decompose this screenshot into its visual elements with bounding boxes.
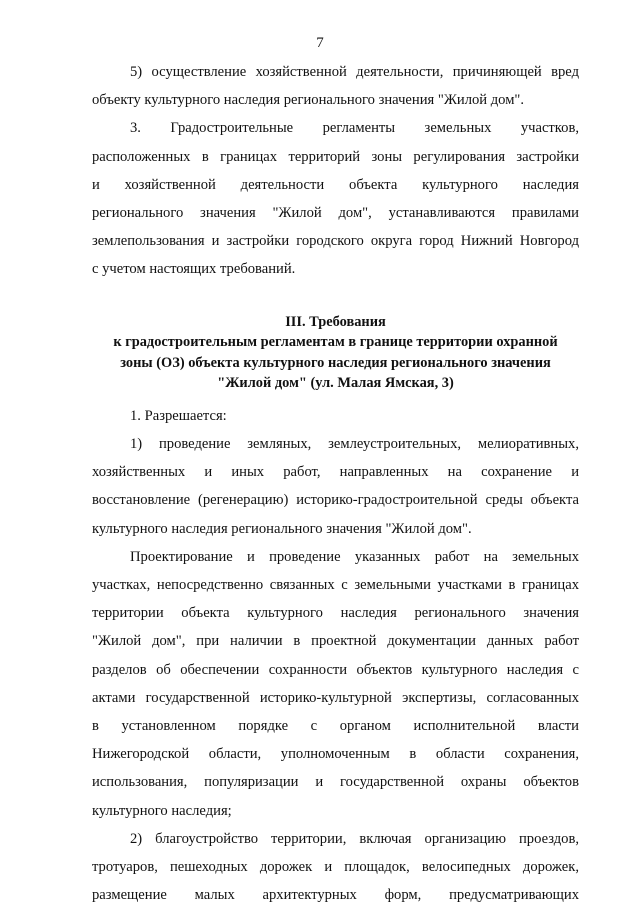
text-line: актами государственной историко-культурной экспертизы, согласованных [92, 689, 579, 706]
text-line: использования, популяризации и государственной охраны объектов [92, 774, 579, 791]
text-line: тротуаров, пешеходных дорожек и площадок, велосипедных дорожек, [92, 858, 579, 875]
paragraph-sec3-point1 [92, 402, 579, 430]
text-line: 1. Разрешается: [130, 407, 227, 424]
text-line: участках, непосредственно связанных с земельными участками в границах [92, 577, 579, 593]
paragraph-sec3-design [92, 543, 579, 825]
section-spacer [92, 284, 579, 312]
text-line: землепользования и застройки городского округа город Нижний Новгород [92, 233, 579, 250]
text-line: регионального значения "Жилой дом", устанавливаются правилами [92, 204, 579, 221]
text-line: Проектирование и проведение указанных работ на земельных [130, 548, 579, 565]
text-line: культурного наследия; [92, 802, 232, 819]
text-line: 1) проведение земляных, землеустроительных, мелиоративных, [130, 436, 579, 453]
text-line: 3. Градостроительные регламенты земельных участков, [130, 120, 579, 137]
text-line: Нижегородской области, уполномоченным в области сохранения, [92, 746, 579, 763]
text-line: 2) благоустройство территории, включая организацию проездов, [130, 830, 579, 847]
text-line: в установленном порядке с органом исполнительной власти [92, 717, 579, 734]
text-line: с учетом настоящих требований. [92, 261, 296, 278]
section-heading-line: зоны (ОЗ) объекта культурного наследия регионального значения [120, 354, 551, 371]
section-spacer [92, 394, 579, 402]
paragraph-sec3-item1 [92, 430, 579, 543]
text-line: объекту культурного наследия регионального значения "Жилой дом". [92, 92, 525, 109]
text-line: хозяйственных и иных работ, направленных на сохранение и [92, 464, 579, 481]
page-number: 7 [316, 35, 324, 51]
section-heading-line: к градостроительным регламентам в границе территории охранной [113, 334, 558, 351]
text-line: расположенных в границах территорий зоны регулирования застройки [92, 148, 579, 165]
paragraph-sec3-item2 [92, 825, 579, 909]
section-heading [92, 312, 579, 394]
text-line: разделов об обеспечении сохранности объектов культурного наследия с [92, 661, 579, 678]
text-line: размещение малых архитектурных форм, предусматривающих [92, 887, 579, 904]
text-line: восстановление (регенерацию) историко-градостроительной среды объекта [92, 492, 579, 509]
text-line: территории объекта культурного наследия регионального значения [92, 605, 579, 622]
text-line: и хозяйственной деятельности объекта культурного наследия [92, 176, 579, 193]
section-heading-line: "Жилой дом" (ул. Малая Ямская, 3) [217, 375, 454, 392]
document-body [92, 58, 579, 909]
section-heading-number: III. Требования [285, 313, 386, 330]
paragraph-sec2-item5 [92, 58, 579, 114]
text-line: "Жилой дом", при наличии в проектной документации данных работ [92, 633, 579, 650]
text-line: 5) осуществление хозяйственной деятельности, причиняющей вред [130, 64, 579, 80]
paragraph-sec2-point3 [92, 114, 579, 283]
text-line: культурного наследия регионального значения "Жилой дом". [92, 520, 472, 537]
